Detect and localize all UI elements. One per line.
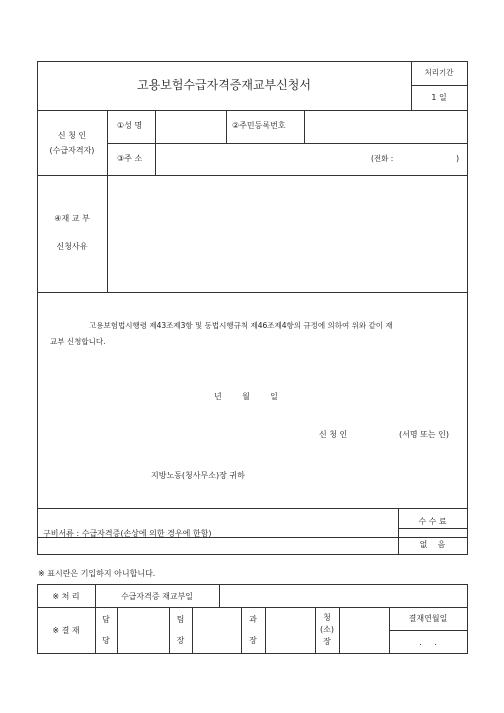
- phone-field[interactable]: [404, 148, 454, 168]
- approval-date-label: 결재연월일: [408, 614, 448, 623]
- applicant-sublabel: (수급자격자): [49, 146, 95, 155]
- signature-field[interactable]: [352, 424, 394, 442]
- phone-label: (전화 :: [371, 154, 394, 163]
- approver-section-top: 과: [249, 615, 257, 624]
- approver-chief-3: 장: [323, 637, 331, 646]
- approver-team-top: 팀: [176, 615, 185, 624]
- required-documents: 구비서류 : 수급자격증(손상에 의한 경우에 한함): [43, 529, 212, 538]
- signature-note: (서명 또는 인): [399, 430, 449, 439]
- process-date-field[interactable]: [220, 585, 466, 606]
- statement-line1: 고용보험법시행령 제43조제3항 및 동법시행규칙 제46조제4항의 규정에 의하여 위와 같이 재: [89, 321, 393, 330]
- addressee: 지방노동(청사무소)장 귀하: [151, 471, 245, 480]
- approver-staff-top: 담: [102, 615, 110, 624]
- approver-team-bottom: 장: [176, 636, 185, 645]
- id-number-field[interactable]: [305, 111, 466, 142]
- signer-label: 신 청 인: [319, 430, 348, 439]
- reason-sublabel: 신청사유: [56, 242, 88, 251]
- name-field[interactable]: [156, 111, 225, 142]
- fee-label: 수 수 료: [418, 517, 447, 526]
- phone-close: ): [456, 154, 460, 163]
- process-value: 수급자격증 재교부일: [120, 592, 194, 601]
- process-label: ※ 처 리: [52, 592, 80, 601]
- applicant-label: 신 청 인: [57, 131, 87, 140]
- note-text: ※ 표시란은 기입하지 아니합니다.: [38, 569, 156, 578]
- statement-line2: 교부 신청합니다.: [50, 337, 106, 346]
- approver-staff-bottom: 당: [102, 636, 110, 645]
- approver-chief-2: (소): [320, 625, 334, 634]
- reason-label: ④재 교 부: [54, 214, 90, 223]
- processing-period-label: 처리기간: [424, 68, 454, 77]
- approver-section-bottom: 장: [249, 636, 257, 645]
- approver-chief-1: 청: [323, 613, 331, 622]
- approval-date-value: . .: [419, 638, 437, 647]
- id-number-label: ②주민등록번호: [232, 121, 286, 130]
- address-label: ③주 소: [117, 154, 143, 163]
- fee-value: 없 음: [419, 540, 446, 549]
- form-title: 고용보험수급자격증재교부신청서: [137, 78, 311, 92]
- processing-period-value: 1 일: [431, 93, 447, 102]
- name-label: ①성 명: [117, 121, 143, 130]
- address-field[interactable]: [156, 144, 366, 174]
- reason-field[interactable]: [108, 176, 466, 291]
- application-date: 년 월 일: [214, 392, 278, 401]
- approval-label: ※ 결 재: [52, 626, 80, 635]
